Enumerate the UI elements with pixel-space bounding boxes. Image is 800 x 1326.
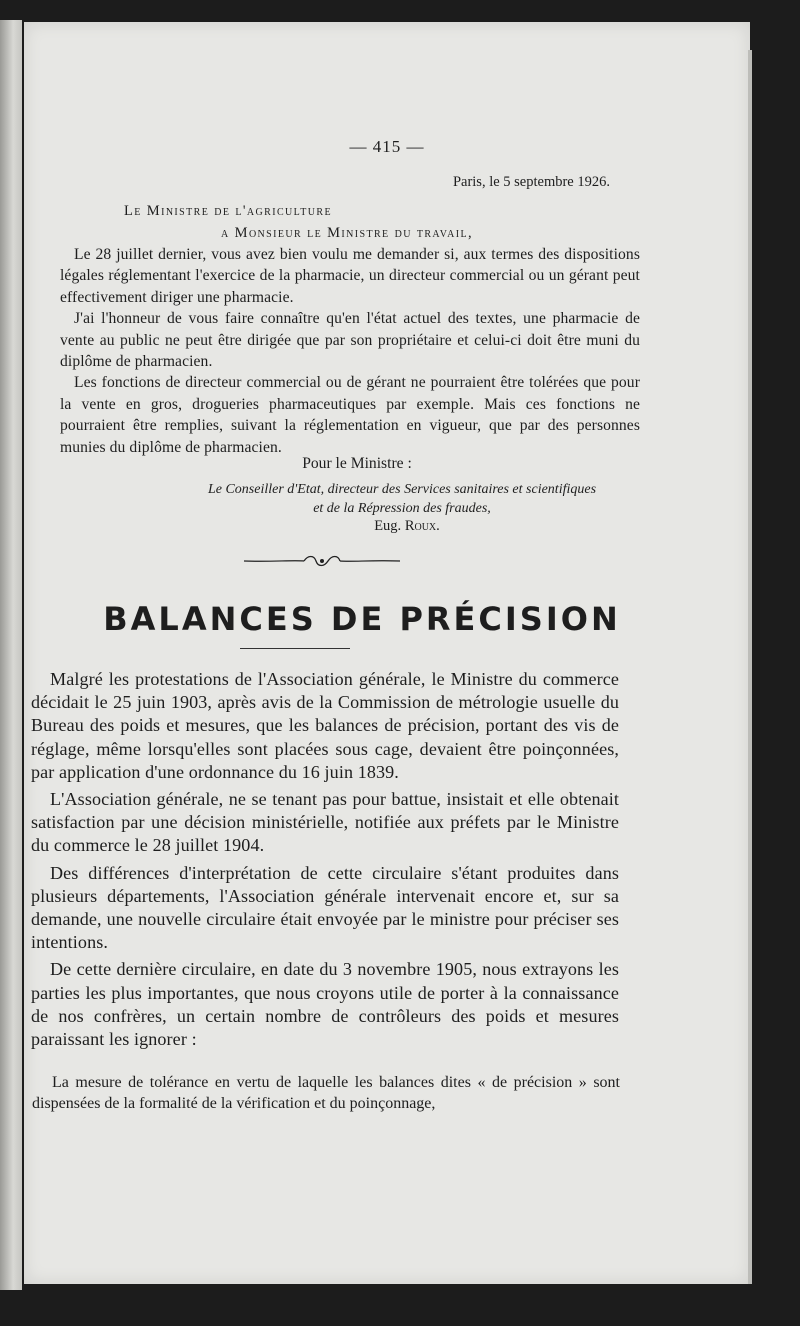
page-number: — 415 — <box>349 137 425 156</box>
signer-name <box>24 518 750 535</box>
letter-body <box>60 244 640 458</box>
page-right-edge <box>748 50 752 1284</box>
circular-quote <box>32 1072 620 1114</box>
ornament-divider <box>242 552 402 570</box>
letter-paragraph: Le 28 juillet dernier, vous avez bien voulu me demander si, aux termes des dispositions légales réglementant l'exercice de la pharmacie, un directeur commercial ou un gérant peut effectivement diriger une pharmacie. <box>60 246 640 306</box>
facing-page-edge <box>0 20 22 1290</box>
signer-surname: Roux. <box>404 518 440 534</box>
letter-closing: Pour le Ministre : <box>302 455 412 472</box>
letter-paragraph: J'ai l'honneur de vous faire connaître qu'en l'état actuel des textes, une pharmacie de vente au public ne peut être dirigée que par son propriétaire et celui-ci doit être muni du diplôme de pharmacien. <box>60 310 640 371</box>
signer-title-line: Le Conseiller d'Etat, directeur des Services sanitaires et scientifiques <box>207 482 597 497</box>
section-title: BALANCES DE PRÉCISION <box>103 600 621 638</box>
body-paragraph: Des différences d'interprétation de cette circulaire s'étant produites dans plusieurs départements, l'Association générale intervenait encore et, sur sa demande, une nouvelle circulaire était envoyée par le ministre pour préciser ses intentions. <box>31 862 619 953</box>
signer-title-line: et de la Répression des fraudes, <box>313 501 491 516</box>
title-underline <box>240 648 350 649</box>
letter-dateline: Paris, le 5 septembre 1926. <box>452 174 610 190</box>
signer-title <box>24 480 750 518</box>
letter-paragraph: Les fonctions de directeur commercial ou de gérant ne pourraient être tolérées que pour la vente en gros, drogueries pharmaceutiques par exemple. Mais ces fonctions ne pourraient être remplies, suivant la réglementation en vigueur, que par des personnes munies du diplôme de pharmacien. <box>60 374 640 456</box>
letter-sender: Le Ministre de l'agriculture <box>124 203 332 219</box>
letter-recipient: a Monsieur le Ministre du travail, <box>221 225 473 241</box>
body-paragraph: L'Association générale, ne se tenant pas pour battue, insistait et elle obtenait satisfaction par une décision ministérielle, notifiée aux préfets par le Ministre du commerce le 28 juillet 1904. <box>31 789 619 856</box>
section-body <box>31 668 619 1055</box>
body-paragraph: Malgré les protestations de l'Association générale, le Ministre du commerce décidait le 25 juin 1903, après avis de la Commission de métrologie usuelle du Bureau des poids et mesures, que les balances de précision, portant des vis de réglage, même lorsqu'elles sont placées sous cage, devaient être poinçonnées, par application d'une ordonnance du 16 juin 1839. <box>31 669 619 782</box>
quote-paragraph: La mesure de tolérance en vertu de laquelle les balances dites « de précision » sont dispensées de la formalité de la vérification et du poinçonnage, <box>32 1074 620 1112</box>
signer-name-prefix: Eug. <box>374 518 405 534</box>
body-paragraph: De cette dernière circulaire, en date du 3 novembre 1905, nous extrayons les parties les plus importantes, que nous croyons utile de porter à la connaissance de nos confrères, un certain nombre de contrôleurs des poids et mesures paraissant les ignorer : <box>31 959 619 1050</box>
scanned-page <box>24 22 750 1284</box>
